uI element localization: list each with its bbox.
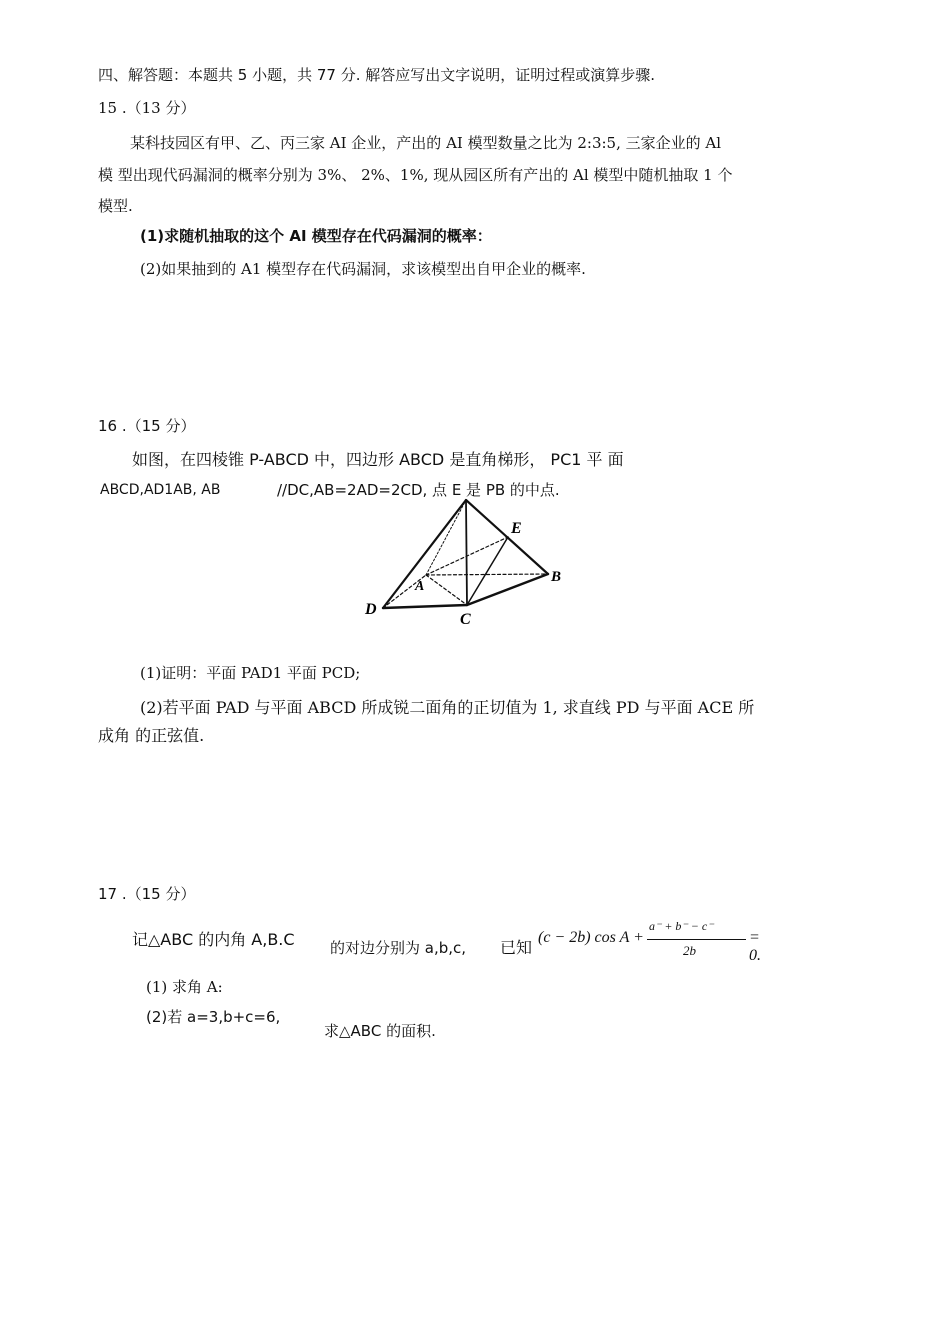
formula-left: (c − 2b) cos A + bbox=[538, 929, 644, 946]
formula-denominator: 2b bbox=[683, 943, 696, 958]
formula-right: = 0. bbox=[749, 929, 761, 964]
label-E: E bbox=[511, 520, 522, 537]
q17-formula bbox=[536, 918, 766, 968]
edge-CB bbox=[467, 574, 548, 605]
q17-part1: (1) 求角 A: bbox=[146, 978, 223, 996]
q16-stem-line2b: //DC,AB=2AD=2CD, 点 E 是 PB 的中点. bbox=[277, 481, 560, 499]
q17-number: 17 .（15 分） bbox=[98, 885, 196, 903]
label-D: D bbox=[365, 601, 377, 618]
q16-part2-line1: (2)若平面 PAD 与平面 ABCD 所成锐二面角的正切值为 1, 求直线 PD 与平面 ACE 所 bbox=[140, 698, 755, 717]
formula-fraction-bar bbox=[647, 939, 746, 940]
edge-AC bbox=[426, 575, 467, 605]
pyramid-figure bbox=[360, 495, 575, 630]
section-heading: 四、解答题：本题共 5 小题，共 77 分. 解答应写出文字说明，证明过程或演算步骤. bbox=[98, 66, 656, 84]
edge-DC bbox=[383, 605, 467, 608]
label-B: B bbox=[551, 569, 562, 585]
q17-part2b: 求△ABC 的面积. bbox=[324, 1022, 436, 1040]
edge-PC bbox=[466, 500, 467, 605]
label-A: A bbox=[415, 579, 425, 594]
label-C: C bbox=[460, 611, 471, 628]
edge-AB bbox=[426, 574, 548, 575]
q16-part1: (1)证明：平面 PAD1 平面 PCD; bbox=[140, 664, 361, 682]
q15-number: 15 .（13 分） bbox=[98, 99, 196, 117]
q17-stem-part-b: 的对边分别为 a,b,c, bbox=[330, 939, 467, 957]
q16-part2-line2: 成角 的正弦值. bbox=[98, 726, 205, 745]
q17-stem-part-c: 已知 bbox=[500, 938, 533, 957]
edge-AP bbox=[426, 500, 466, 575]
q15-stem-line1: 某科技园区有甲、乙、丙三家 AI 企业，产出的 AI 模型数量之比为 2:3:5, 三家企业的 Al bbox=[130, 134, 722, 152]
q16-stem-line1: 如图，在四棱锥 P-ABCD 中，四边形 ABCD 是直角梯形， PC1 平 面 bbox=[132, 450, 624, 469]
q17-part2a: (2)若 a=3,b+c=6, bbox=[146, 1008, 281, 1026]
q15-stem-line3: 模型. bbox=[98, 197, 133, 215]
q15-part1: (1)求随机抽取的这个 AI 模型存在代码漏洞的概率： bbox=[140, 227, 492, 245]
q16-stem-line2a: ABCD,AD1AB, AB bbox=[100, 482, 221, 498]
edge-PD bbox=[383, 500, 466, 608]
q15-part2: (2)如果抽到的 A1 模型存在代码漏洞，求该模型出自甲企业的概率. bbox=[140, 260, 586, 278]
formula-numerator: a⁻ + b⁻ − c⁻ bbox=[649, 919, 714, 933]
q16-number: 16 .（15 分） bbox=[98, 417, 196, 435]
q17-stem-part-a: 记△ABC 的内角 A,B.C bbox=[132, 930, 295, 949]
q15-stem-line2: 模 型出现代码漏洞的概率分别为 3%、 2%、1%, 现从园区所有产出的 Al 模型中随机抽取 1 个 bbox=[98, 166, 733, 184]
edge-CE bbox=[467, 537, 508, 605]
